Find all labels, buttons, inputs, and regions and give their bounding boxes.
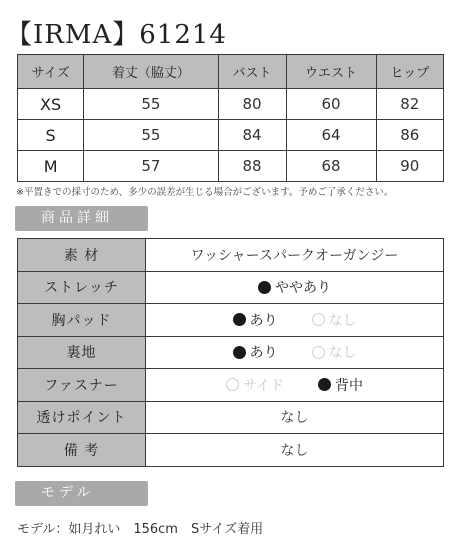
lining-value-cell [146, 336, 444, 369]
empty-circle-icon [312, 313, 325, 326]
waist-cell: 68 [286, 151, 376, 182]
lining-yes-text: あり [249, 345, 278, 362]
detail-row-fastener [18, 369, 444, 402]
stretch-label: ストレッチ [18, 271, 146, 304]
chest-pad-option-yes [233, 310, 278, 330]
filled-circle-icon [233, 346, 246, 359]
fastener-option-back [318, 375, 363, 395]
size-table [17, 54, 444, 182]
detail-row-chest-pad [18, 304, 444, 337]
material-value: ワッシャースパークオーガンジー [146, 239, 444, 272]
detail-row-transparency [18, 401, 444, 434]
transparency-value: なし [146, 401, 444, 434]
header-size: サイズ [18, 55, 84, 89]
detail-table [17, 238, 444, 467]
detail-row-lining [18, 336, 444, 369]
page-title: 【IRMA】61214 [6, 20, 227, 50]
detail-row-material [18, 239, 444, 272]
detail-row-stretch [18, 271, 444, 304]
fastener-side-text: サイド [242, 377, 285, 394]
lining-no-text: なし [328, 345, 357, 362]
header-hip: ヒップ [376, 55, 443, 89]
model-section-label: モデル [15, 481, 148, 506]
transparency-label: 透けポイント [18, 401, 146, 434]
fastener-label: ファスナー [18, 369, 146, 402]
lining-label: 裏地 [18, 336, 146, 369]
size-cell: XS [18, 89, 84, 120]
size-cell: M [18, 151, 84, 182]
material-label: 素 材 [18, 239, 146, 272]
filled-circle-icon [258, 281, 271, 294]
measurement-note: ※平置きでの採寸のため、多少の誤差が生じる場合がございます。予めご了承ください。 [16, 187, 394, 198]
chest-pad-option-no [312, 310, 357, 330]
model-info: モデル：如月れい 156cm Sサイズ着用 [17, 522, 264, 537]
detail-section-label: 商品詳細 [15, 206, 148, 231]
hip-cell: 82 [376, 89, 443, 120]
length-cell: 55 [84, 120, 218, 151]
remarks-value: なし [146, 434, 444, 467]
bust-cell: 88 [218, 151, 286, 182]
detail-row-remarks [18, 434, 444, 467]
bust-cell: 80 [218, 89, 286, 120]
filled-circle-icon [318, 378, 331, 391]
table-row [18, 151, 444, 182]
empty-circle-icon [226, 378, 239, 391]
chest-pad-no-text: なし [328, 312, 357, 329]
header-bust: バスト [218, 55, 286, 89]
bust-cell: 84 [218, 120, 286, 151]
stretch-value-cell [146, 271, 444, 304]
header-length: 着丈（脇丈） [84, 55, 218, 89]
length-cell: 55 [84, 89, 218, 120]
fastener-back-text: 背中 [335, 377, 364, 394]
waist-cell: 64 [286, 120, 376, 151]
chest-pad-yes-text: あり [249, 312, 278, 329]
stretch-value: ややあり [275, 280, 331, 296]
chest-pad-label: 胸パッド [18, 304, 146, 337]
filled-circle-icon [233, 313, 246, 326]
remarks-label: 備 考 [18, 434, 146, 467]
empty-circle-icon [312, 346, 325, 359]
size-cell: S [18, 120, 84, 151]
stretch-option [258, 277, 331, 297]
table-row [18, 120, 444, 151]
size-table-header [18, 55, 444, 89]
header-waist: ウエスト [286, 55, 376, 89]
lining-option-no [312, 342, 357, 362]
hip-cell: 90 [376, 151, 443, 182]
waist-cell: 60 [286, 89, 376, 120]
table-row [18, 89, 444, 120]
length-cell: 57 [84, 151, 218, 182]
fastener-value-cell [146, 369, 444, 402]
chest-pad-value-cell [146, 304, 444, 337]
fastener-option-side [226, 375, 284, 395]
lining-option-yes [233, 342, 278, 362]
hip-cell: 86 [376, 120, 443, 151]
